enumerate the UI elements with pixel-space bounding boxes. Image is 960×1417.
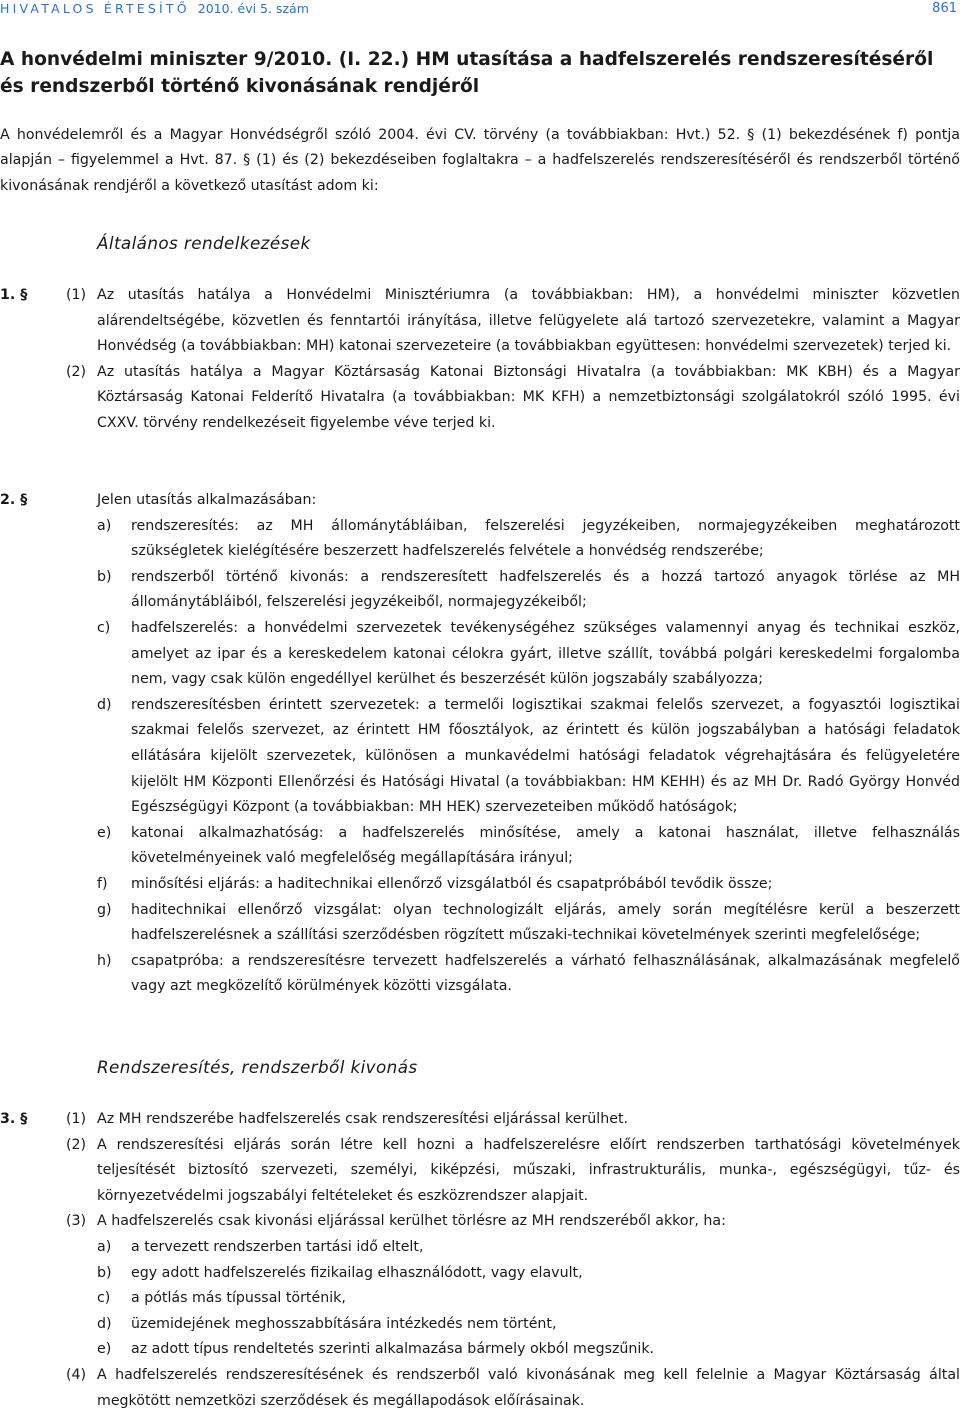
item-label: c) [97, 1290, 111, 1307]
item-text: csapatpróba: a rendszeresítésre tervezett hadfelszerelés a várható felhasználásának, alkalmazásának megfelelő vagy azt megközelítő körülmények közötti vizsgálata. [131, 952, 960, 995]
subsection-number: (3) [66, 1213, 87, 1230]
item-text: a pótlás más típussal történik, [131, 1290, 346, 1307]
paragraph-3 [0, 1107, 960, 1414]
item-text: minősítési eljárás: a haditechnikai ellenőrző vizsgálatból és csapatpróbából tevődik össze; [131, 875, 773, 892]
subsection [0, 360, 960, 437]
subsection-text: Az utasítás hatálya a Magyar Köztársaság Katonai Biztonsági Hivatalra (a továbbiakban: MK KBH) és a Magyar Köztársaság Katonai Felderítő Hivatalra (a továbbiakban: MK KFH) a nemzetbiztonsági szolgálatokról szóló 1995. évi CXXV. törvény rendelkezéseit figyelembe véve terjed ki. [97, 363, 960, 431]
item-text: üzemidejének meghosszabbítására intézkedés nem történt, [131, 1315, 557, 1332]
title-line-1: A honvédelmi miniszter 9/2010. (I. 22.) HM utasítása a hadfelszerelés rendszeresítéséről [0, 49, 934, 70]
item-label: d) [97, 696, 112, 713]
item-label: d) [97, 1315, 112, 1332]
journal-name: HIVATALOS ÉRTESÍTŐ [0, 1, 190, 16]
definition-item [0, 693, 960, 821]
page-number: 861 [932, 1, 957, 16]
condition-item [0, 1337, 960, 1363]
subsection [0, 1209, 960, 1235]
definition-item [0, 872, 960, 898]
item-label: e) [97, 824, 112, 841]
item-label: e) [97, 1341, 112, 1358]
subsection-number: (2) [66, 1136, 87, 1153]
section-heading-general: Általános rendelkezések [97, 233, 311, 253]
item-text: a tervezett rendszerben tartási idő eltelt, [131, 1238, 424, 1255]
section-heading-registration: Rendszeresítés, rendszerből kivonás [97, 1057, 418, 1077]
subsection-text: Az utasítás hatálya a Honvédelmi Minisztériumra (a továbbiakban: HM), a honvédelmi miniszter közvetlen alárendeltségébe, közvetlen és fenntartói irányítása, illetve felügyelete alá tartozó szervezetekre, valamint a Magyar Honvédség (a továbbiakban: MH) katonai szervezeteire (a továbbiakban együttesen: honvédelmi szervezetek) terjed ki. [97, 287, 960, 355]
document-title [0, 46, 940, 100]
paragraph-number: 3. § [0, 1111, 28, 1127]
subsection-number: (1) [66, 1111, 87, 1127]
item-label: b) [97, 568, 112, 585]
subsection-number: (4) [66, 1366, 87, 1383]
issue-label: 2010. évi 5. szám [197, 1, 309, 16]
condition-item [0, 1312, 960, 1338]
definitions-intro: Jelen utasítás alkalmazásában: [97, 492, 317, 508]
subsection-number: (2) [66, 363, 87, 380]
running-title [0, 0, 309, 17]
item-text: haditechnikai ellenőrző vizsgálat: olyan technologizált eljárás, amely során megítélésre kerül a beszerzett hadfelszerelésnek a szállítási szerződésben rögzített műszaki-technikai követelmények szerinti megfelelősége; [131, 901, 960, 944]
subsection [0, 1107, 960, 1133]
item-text: az adott típus rendeltetés szerinti alkalmazása bármely okból megszűnik. [131, 1341, 655, 1358]
paragraph-2 [0, 488, 960, 1000]
subsection [0, 283, 960, 360]
running-header [0, 0, 960, 17]
item-text: hadfelszerelés: a honvédelmi szervezetek tevékenységéhez szükséges valamennyi anyag és technikai eszköz, amelyet az ipar és a kereskedelem katonai célokra gyárt, illetve szállít, továbbá polgári kereskedelmi forgalomba nem, vagy csak külön engedéllyel kerülhet és beszerzését külön jogszabály szabályozza; [131, 619, 960, 688]
item-text: rendszeresítés: az MH állománytábláiban, felszerelési jegyzékeiben, normajegyzékeiben meghatározott szükségletek kielégítésére beszerzett hadfelszerelés felvétele a honvédség rendszerébe; [131, 517, 960, 560]
condition-item [0, 1286, 960, 1312]
preamble: A honvédelemről és a Magyar Honvédségről szóló 2004. évi CV. törvény (a továbbiakban: Hvt.) 52. § (1) bekezdésének f) pontja alapján – figyelemmel a Hvt. 87. § (1) és (2) bekezdéseiben foglaltakra – a hadfelszerelés rendszeresítéséről és rendszerből történő kivonásának rendjéről a következő utasítást adom ki: [0, 127, 960, 194]
item-text: katonai alkalmazhatóság: a hadfelszerelés minősítése, amely a katonai használat, illetve felhasználás követelményeinek való megfelelőség megállapítására irányul; [131, 824, 960, 867]
condition-item [0, 1261, 960, 1287]
item-label: h) [97, 952, 112, 969]
definition-item [0, 821, 960, 872]
paragraph-number: 2. § [0, 492, 28, 508]
subsection-number: (1) [66, 287, 87, 303]
subsection [0, 488, 960, 514]
item-label: a) [97, 1238, 112, 1255]
item-label: g) [97, 901, 112, 918]
subsection [0, 1133, 960, 1210]
item-text: rendszerből történő kivonás: a rendszeresített hadfelszerelés és a hozzá tartozó anyagok törlése az MH állománytábláiból, felszerelési jegyzékeiből, normajegyzékeiből; [131, 568, 960, 611]
paragraph-number: 1. § [0, 287, 28, 303]
condition-item [0, 1235, 960, 1261]
item-text: egy adott hadfelszerelés fizikailag elhasználódott, vagy elavult, [131, 1264, 583, 1281]
definition-item [0, 898, 960, 949]
subsection [0, 1363, 960, 1414]
definition-item [0, 514, 960, 565]
item-text: rendszeresítésben érintett szervezetek: a termelői logisztikai szakmai felelős szervezet, a fogyasztói logisztikai szakmai felelős szervezet, az érintett HM főosztályok, az érintett és külön jogszabályban a hatósági feladatok ellátására kijelölt szervezetek, különösen a munkavédelmi hatósági feladatok végrehajtására és felügyeletére kijelölt HM Központi Ellenőrzési és Hatósági Hivatal (a továbbiakban: HM KEHH) és az MH Dr. Radó György Honvéd Egészségügyi Központ (a továbbiakban: MH HEK) szervezeteiben működő hatóságok; [131, 696, 960, 816]
subsection-text: A hadfelszerelés csak kivonási eljárással kerülhet törlésre az MH rendszeréből akkor, ha: [97, 1213, 726, 1230]
subsection-text: A hadfelszerelés rendszeresítésének és rendszerből való kivonásának meg kell felelnie a Magyar Köztársaság által megkötött nemzetközi szerződések és megállapodások előírásainak. [97, 1366, 960, 1409]
item-label: b) [97, 1264, 112, 1281]
title-line-2: és rendszerből történő kivonásának rendjéről [0, 76, 480, 97]
definition-item [0, 616, 960, 693]
definition-item [0, 565, 960, 616]
item-label: c) [97, 619, 111, 636]
subsection-text: Az MH rendszerébe hadfelszerelés csak rendszeresítési eljárással kerülhet. [97, 1111, 629, 1127]
subsection-text: A rendszeresítési eljárás során létre kell hozni a hadfelszerelésre előírt rendszerben tarthatósági követelmények teljesítését biztosító szervezeti, személyi, kiképzési, műszaki, infrastrukturális, munka-, egészségügyi, tűz- és környezetvédelmi jogszabályi feltételeket és eszközrendszer alapjait. [97, 1136, 960, 1204]
item-label: f) [97, 875, 108, 892]
item-label: a) [97, 517, 112, 534]
definition-item [0, 949, 960, 1000]
paragraph-1 [0, 283, 960, 437]
